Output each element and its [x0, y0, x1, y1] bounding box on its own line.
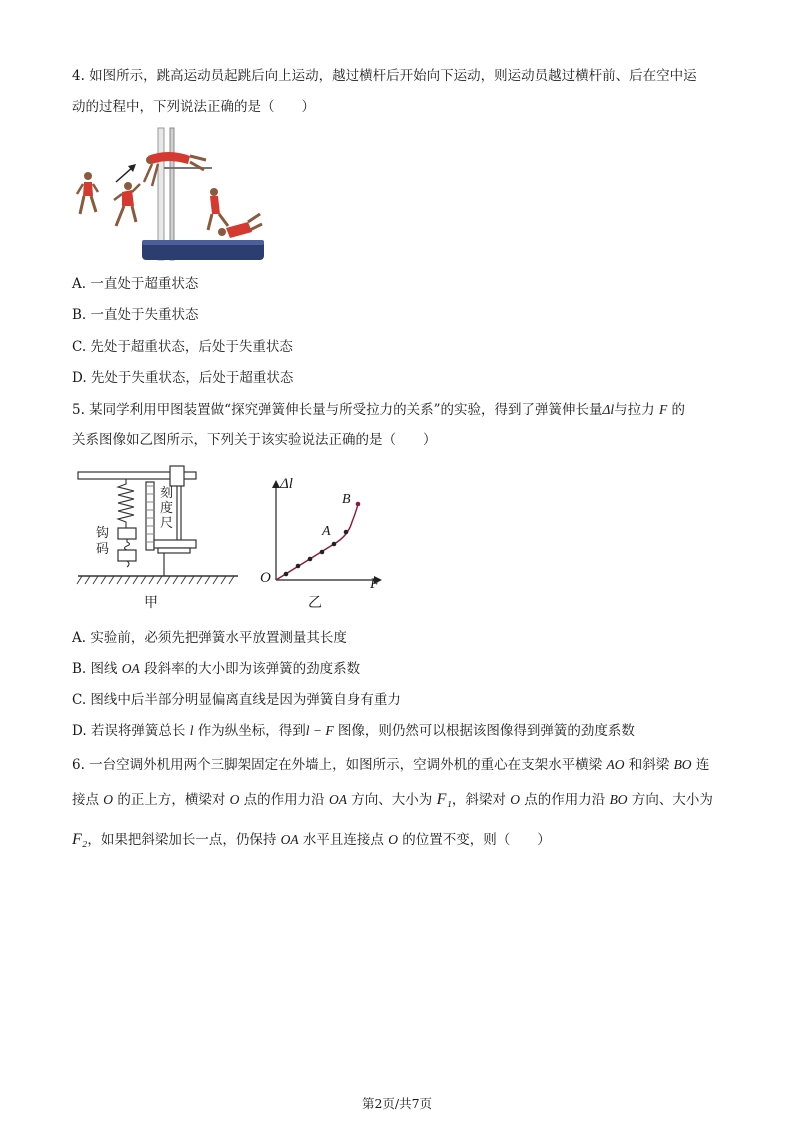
q5-option-d-var2: l − F: [305, 723, 334, 738]
ruler-label-char: 度: [160, 501, 174, 516]
q6-text: ，斜梁对: [451, 792, 511, 808]
y-axis-label: Δl: [280, 476, 293, 492]
q6-var: F₂: [72, 831, 88, 848]
point-b-label: B: [342, 492, 351, 507]
q5-option-d-mid: 作为纵坐标，得到: [193, 723, 306, 739]
q5-option-b-var: OA: [121, 661, 140, 676]
q6-text: 6. 一台空调外机用两个三脚架固定在外墙上，如图所示，空调外机的重心在支架水平横梁: [72, 757, 607, 773]
q6-text: 点的作用力沿: [239, 792, 329, 808]
q6-var: BO: [673, 757, 692, 772]
weight-label-char: 钩: [96, 526, 110, 541]
q5-option-d-pre: D. 若误将弹簧总长: [72, 723, 190, 739]
ruler-label: [160, 486, 173, 531]
q6-text: ，如果把斜梁加长一点，仍保持: [87, 832, 281, 848]
weight-label: [96, 526, 109, 558]
q6-var: F₁: [436, 791, 452, 808]
q5-stem-part-b: 与拉力: [614, 402, 655, 418]
point-a-label: A: [322, 524, 331, 539]
x-axis-label: F: [370, 576, 380, 592]
high-jump-figure: [72, 126, 268, 262]
q5-option-d: [72, 721, 635, 741]
ruler-label-char: 刻: [160, 486, 174, 501]
figure-yi: [256, 472, 396, 614]
q5-stem-line2: 关系图像如乙图所示，下列关于该实验说法正确的是（ ）: [72, 432, 437, 448]
q5-option-d-post: 图像，则仍然可以根据该图像得到弹簧的劲度系数: [333, 723, 635, 739]
q6-var: AO: [606, 757, 625, 772]
figure-jia-caption: 甲: [144, 595, 158, 611]
q4-stem-line2: 动的过程中，下列说法正确的是（ ）: [72, 99, 315, 115]
q6-var: OA: [328, 792, 347, 807]
q5-stem-line1: [72, 400, 685, 420]
q6-var: BO: [609, 792, 628, 807]
q5-option-b-pre: B. 图线: [72, 661, 122, 677]
figure-yi-caption: 乙: [308, 595, 322, 611]
q6-text: 方向、大小为: [346, 792, 437, 808]
q5-option-b: [72, 659, 360, 679]
q6-var: OA: [280, 832, 299, 847]
q6-var: O: [103, 792, 114, 807]
q6-text: 点的作用力沿: [519, 792, 610, 808]
q5-option-c: C. 图线中后半部分明显偏离直线是因为弹簧自身有重力: [72, 692, 401, 708]
q6-var: O: [229, 792, 240, 807]
q5-stem-part-a: 5. 某同学利用甲图装置做“探究弹簧伸长量与所受拉力的关系”的实验，得到了弹簧伸长量: [72, 402, 603, 418]
figure-jia: [72, 464, 242, 614]
q6-var: O: [510, 792, 520, 807]
q5-stem-var-dl: Δl: [602, 402, 615, 417]
q5-stem-part-c: 的: [671, 402, 686, 418]
ruler-label-char: 尺: [160, 516, 174, 531]
weight-label-char: 码: [96, 542, 110, 557]
q5-option-a: A. 实验前，必须先把弹簧水平放置测量其长度: [72, 630, 347, 646]
q4-option-a: A. 一直处于超重状态: [72, 276, 199, 292]
q6-stem-line2: [72, 790, 713, 810]
q6-text: 的位置不变，则（ ）: [397, 832, 551, 848]
q4-stem-line1: 4. 如图所示，跳高运动员起跳后向上运动，越过横杆后开始向下运动，则运动员越过横杆前、后在空中运: [72, 68, 697, 84]
q6-text: 的正上方，横梁对: [113, 792, 230, 808]
q5-stem-var-f: F: [658, 402, 668, 417]
q6-text: 接点: [72, 792, 104, 808]
q6-text: 方向、大小为: [627, 792, 713, 808]
q6-text: 和斜梁: [624, 757, 674, 773]
q4-option-c: C. 先处于超重状态，后处于失重状态: [72, 339, 293, 355]
page-footer: 第2页/共7页: [361, 1096, 433, 1111]
q6-text: 水平且连接点: [298, 832, 389, 848]
q4-option-d: D. 先处于失重状态，后处于超重状态: [72, 370, 294, 386]
q6-stem-line3: [72, 830, 551, 850]
q5-option-b-post: 段斜率的大小即为该弹簧的劲度系数: [139, 661, 361, 677]
q6-stem-line1: [72, 755, 709, 775]
q4-option-b: B. 一直处于失重状态: [72, 307, 199, 323]
q6-var: O: [388, 832, 398, 847]
origin-label: O: [260, 570, 271, 586]
q6-text: 连: [691, 757, 710, 773]
q5-option-d-var: l: [189, 723, 194, 738]
